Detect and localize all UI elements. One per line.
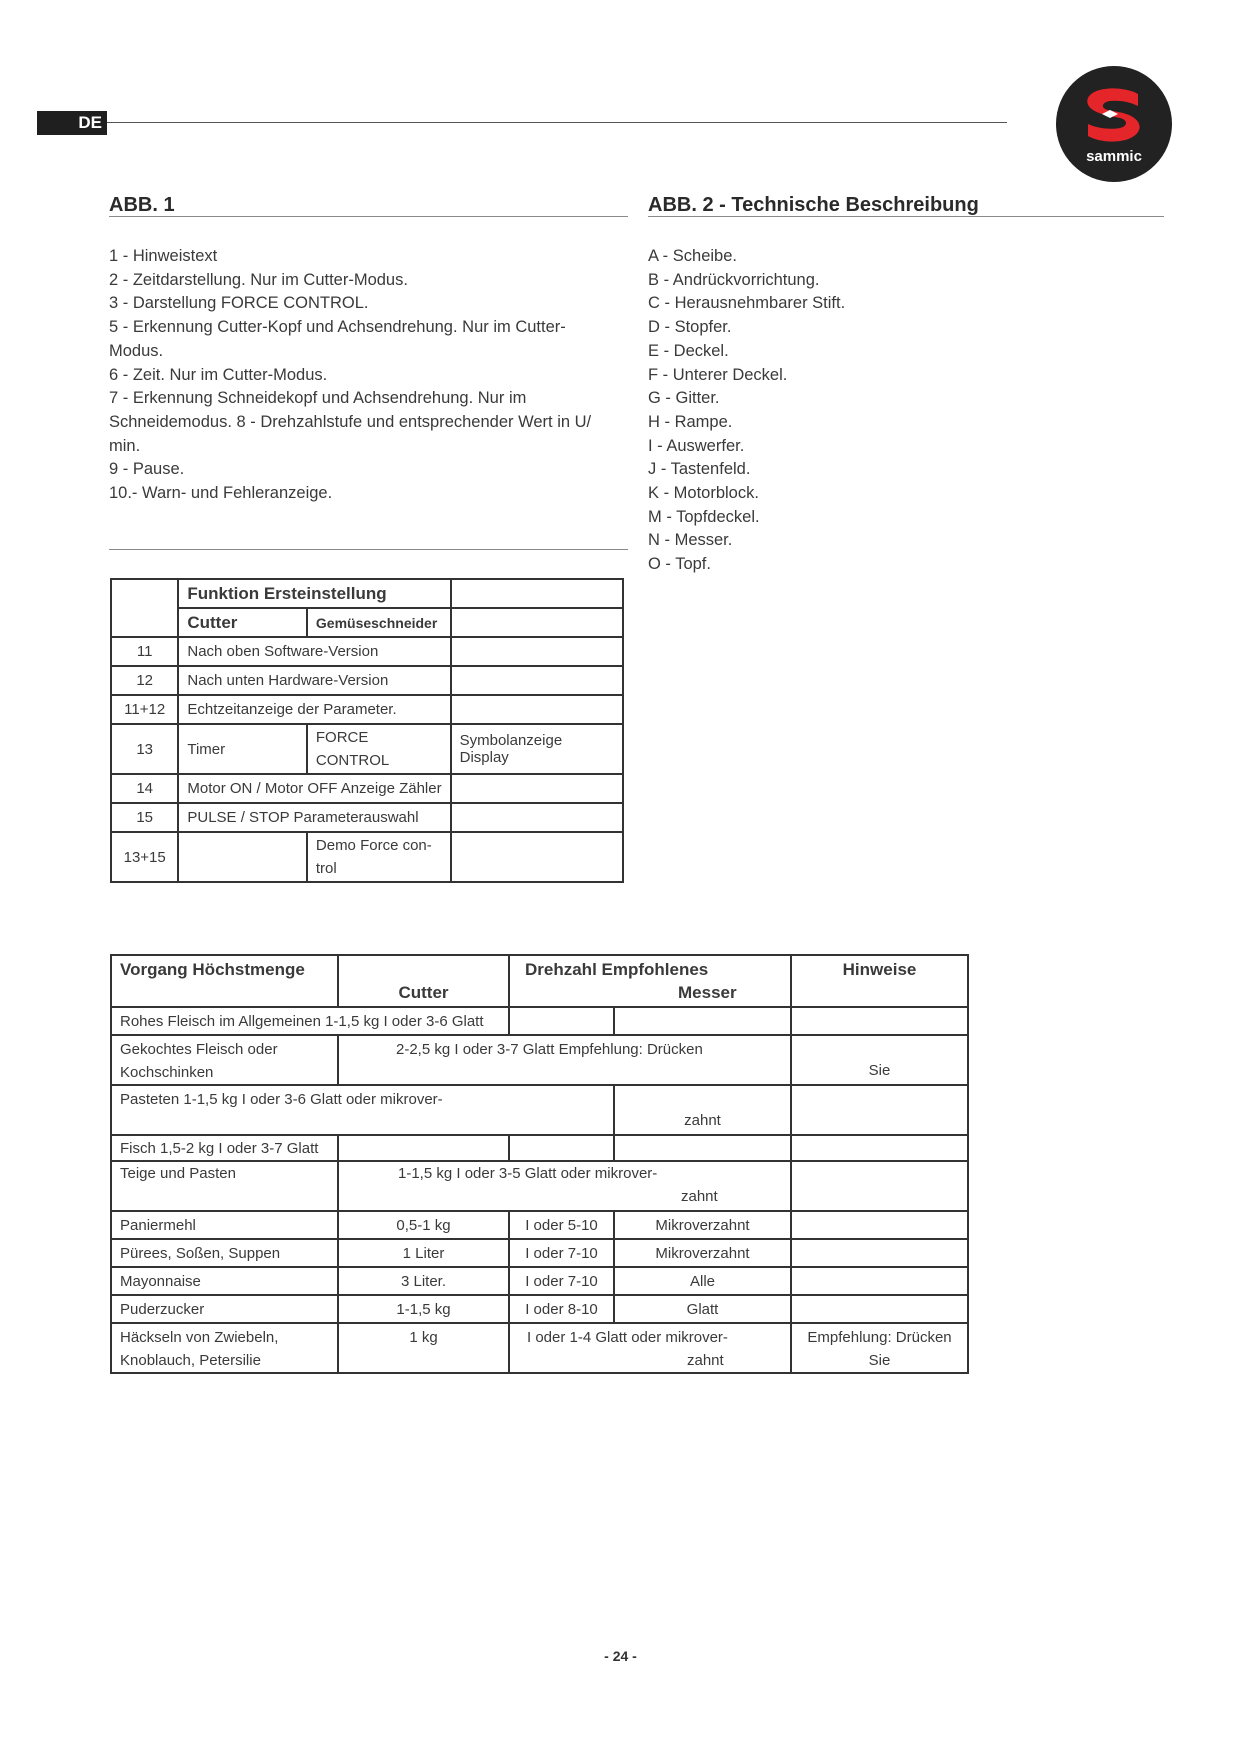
table-row	[111, 1323, 968, 1373]
function-subheader-cutter: Cutter	[178, 608, 307, 637]
table-row	[111, 803, 623, 832]
abb2-line: H - Rampe.	[648, 412, 733, 431]
abb2-line: G - Gitter.	[648, 389, 720, 408]
abb2-title-rule	[648, 216, 1164, 217]
process-cell-b: 2-2,5 kg I oder 3-7 Glatt Empfehlung: Drücken	[338, 1035, 791, 1085]
table-cell	[338, 1135, 509, 1161]
process-cell-a: Teige und Pasten	[111, 1161, 338, 1211]
table-row	[111, 1035, 968, 1085]
table-cell	[614, 1007, 791, 1035]
process-cell-b: 3 Liter.	[338, 1267, 509, 1295]
function-table	[110, 578, 624, 883]
table-cell	[791, 1295, 968, 1323]
cell-line: Knoblauch, Petersilie	[120, 1352, 261, 1369]
process-cell-b: 1 kg	[338, 1323, 509, 1373]
process-cell-c: I oder 7-10	[509, 1239, 614, 1267]
process-cell-e: Sie	[791, 1035, 968, 1085]
process-cell-c: I oder 7-10	[509, 1267, 614, 1295]
cell-line: Sie	[868, 1352, 891, 1369]
table-cell	[509, 1007, 614, 1035]
row-cutter-value: Timer	[178, 724, 307, 774]
header-drehzahl-messer	[509, 955, 791, 1007]
abb2-line: J - Tastenfeld.	[648, 460, 751, 479]
abb2-line: C - Herausnehmbarer Stift.	[648, 294, 846, 313]
process-cell-a: Puderzucker	[111, 1295, 338, 1323]
abb1-bottom-rule	[109, 549, 628, 550]
cell-line: Demo Force con-	[315, 837, 432, 854]
table-cell	[791, 1135, 968, 1161]
table-cell	[451, 803, 623, 832]
abb1-line: 9 - Pause.	[109, 460, 185, 479]
cell-line: Häckseln von Zwiebeln,	[120, 1329, 279, 1346]
row-key: 13+15	[111, 832, 178, 882]
process-cell-b: 1-1,5 kg	[338, 1295, 509, 1323]
header-rule	[107, 122, 1007, 123]
table-cell	[791, 1267, 968, 1295]
table-cell	[178, 832, 307, 882]
cell-line: CONTROL	[315, 752, 390, 769]
cell-line: I oder 1-4 Glatt oder mikrover-	[527, 1329, 728, 1346]
abb1-line: 6 - Zeit. Nur im Cutter-Modus.	[109, 365, 328, 384]
abb1-title: ABB. 1	[109, 194, 175, 216]
table-cell	[451, 579, 623, 608]
table-cell	[791, 1161, 968, 1211]
process-cell-d: zahnt	[614, 1085, 791, 1135]
abb2-legend-list	[648, 245, 1148, 577]
table-row	[111, 955, 968, 1007]
abb2-line: N - Messer.	[648, 531, 733, 550]
process-cell-d: Glatt	[614, 1295, 791, 1323]
process-cell-d: Alle	[614, 1267, 791, 1295]
cell-line: 1-1,5 kg I oder 3-5 Glatt oder mikrover-	[398, 1165, 658, 1182]
table-cell	[614, 1135, 791, 1161]
process-table	[110, 954, 969, 1374]
table-cell	[451, 774, 623, 803]
abb1-line: 1 - Hinweistext	[109, 247, 218, 265]
table-row	[111, 1239, 968, 1267]
row-gemuese-value	[307, 832, 451, 882]
row-key: 15	[111, 803, 178, 832]
table-cell	[791, 1239, 968, 1267]
header-hinweise: Hinweise	[791, 955, 968, 1007]
row-gemuese-value	[307, 724, 451, 774]
abb2-line: E - Deckel.	[648, 341, 729, 360]
abb1-line: Modus.	[109, 341, 164, 360]
table-cell	[451, 637, 623, 666]
row-text: Nach unten Hardware-Version	[178, 666, 450, 695]
row-key: 14	[111, 774, 178, 803]
process-cell-cd	[509, 1323, 791, 1373]
abb2-line: I - Auswerfer.	[648, 436, 745, 455]
table-cell	[451, 832, 623, 882]
abb1-line: Schneidemodus. 8 - Drehzahlstufe und entsprechender Wert in U/	[109, 412, 592, 431]
abb2-line: F - Unterer Deckel.	[648, 365, 788, 384]
abb1-title-rule	[109, 216, 628, 217]
table-row	[111, 1211, 968, 1239]
abb1-line: 5 - Erkennung Cutter-Kopf und Achsendrehung. Nur im Cutter-	[109, 318, 566, 337]
header-drehzahl: Drehzahl Empfohlenes	[525, 960, 709, 979]
abb2-line: D - Stopfer.	[648, 318, 732, 337]
row-key: 13	[111, 724, 178, 774]
process-cell-e	[791, 1323, 968, 1373]
table-row	[111, 608, 623, 637]
process-cell-d: Mikroverzahnt	[614, 1211, 791, 1239]
function-subheader-gemuese: Gemüseschneider	[307, 608, 451, 637]
table-row	[111, 666, 623, 695]
row-text: PULSE / STOP Parameterauswahl	[178, 803, 450, 832]
process-cell-a: Paniermehl	[111, 1211, 338, 1239]
table-cell	[509, 1135, 614, 1161]
cell-line: trol	[315, 860, 337, 877]
process-cell-a: Rohes Fleisch im Allgemeinen 1-1,5 kg I oder 3-6 Glatt	[111, 1007, 509, 1035]
table-cell	[111, 579, 178, 637]
row-key: 12	[111, 666, 178, 695]
abb1-legend-list	[109, 245, 629, 506]
table-row	[111, 1007, 968, 1035]
sammic-logo	[1054, 64, 1174, 184]
process-cell-a: Mayonnaise	[111, 1267, 338, 1295]
table-row	[111, 1267, 968, 1295]
abb2-line: A - Scheibe.	[648, 247, 737, 265]
table-row	[111, 1161, 968, 1211]
row-text: Motor ON / Motor OFF Anzeige Zähler	[178, 774, 450, 803]
abb2-line: K - Motorblock.	[648, 484, 759, 503]
table-row	[111, 1085, 968, 1135]
header-messer: Messer	[678, 983, 737, 1002]
abb1-line: 2 - Zeitdarstellung. Nur im Cutter-Modus.	[109, 270, 408, 289]
abb2-line: M - Topfdeckel.	[648, 507, 760, 526]
table-cell	[451, 695, 623, 724]
row-key: 11+12	[111, 695, 178, 724]
cell-line: FORCE	[315, 729, 369, 746]
header-cutter: Cutter	[338, 955, 509, 1007]
function-header: Funktion Ersteinstellung	[178, 579, 450, 608]
row-key: 11	[111, 637, 178, 666]
cell-line: zahnt	[681, 1188, 718, 1205]
table-cell	[451, 666, 623, 695]
table-row	[111, 724, 623, 774]
table-row	[111, 832, 623, 882]
process-cell-a	[111, 1035, 338, 1085]
process-cell-b: 1 Liter	[338, 1239, 509, 1267]
table-row	[111, 579, 623, 608]
abb1-line: 7 - Erkennung Schneidekopf und Achsendrehung. Nur im	[109, 389, 527, 408]
header-vorgang: Vorgang Höchstmenge	[111, 955, 338, 1007]
process-cell-a: Fisch 1,5-2 kg I oder 3-7 Glatt	[111, 1135, 338, 1161]
process-cell-c: I oder 5-10	[509, 1211, 614, 1239]
process-cell-b	[338, 1161, 791, 1211]
process-cell-a: Pasteten 1-1,5 kg I oder 3-6 Glatt oder mikrover-	[111, 1085, 614, 1135]
table-cell	[791, 1007, 968, 1035]
row-text: Nach oben Software-Version	[178, 637, 450, 666]
cell-line: Gekochtes Fleisch oder	[120, 1041, 278, 1058]
cell-line: Kochschinken	[120, 1064, 214, 1081]
table-cell	[791, 1085, 968, 1135]
process-cell-d: Mikroverzahnt	[614, 1239, 791, 1267]
table-row	[111, 1135, 968, 1161]
process-cell-c: I oder 8-10	[509, 1295, 614, 1323]
abb1-line: 10.- Warn- und Fehleranzeige.	[109, 484, 333, 503]
abb1-line: min.	[109, 436, 141, 455]
language-badge: DE	[37, 111, 107, 135]
logo-text: sammic	[1086, 148, 1142, 165]
table-row	[111, 695, 623, 724]
table-row	[111, 1295, 968, 1323]
table-row	[111, 637, 623, 666]
cell-line: zahnt	[687, 1352, 724, 1369]
process-cell-a	[111, 1323, 338, 1373]
process-cell-b: 0,5-1 kg	[338, 1211, 509, 1239]
table-row	[111, 774, 623, 803]
page-number: - 24 -	[604, 1648, 637, 1664]
abb2-line: B - Andrückvorrichtung.	[648, 270, 820, 289]
cell-line: Empfehlung: Drücken	[807, 1329, 952, 1346]
abb2-line: O - Topf.	[648, 555, 711, 574]
table-cell	[451, 608, 623, 637]
abb2-title: ABB. 2 - Technische Beschreibung	[648, 194, 979, 216]
table-cell	[791, 1211, 968, 1239]
row-extra-value: Symbolanzeige Display	[451, 724, 623, 774]
row-text: Echtzeitanzeige der Parameter.	[178, 695, 450, 724]
abb1-line: 3 - Darstellung FORCE CONTROL.	[109, 294, 369, 313]
process-cell-a: Pürees, Soßen, Suppen	[111, 1239, 338, 1267]
